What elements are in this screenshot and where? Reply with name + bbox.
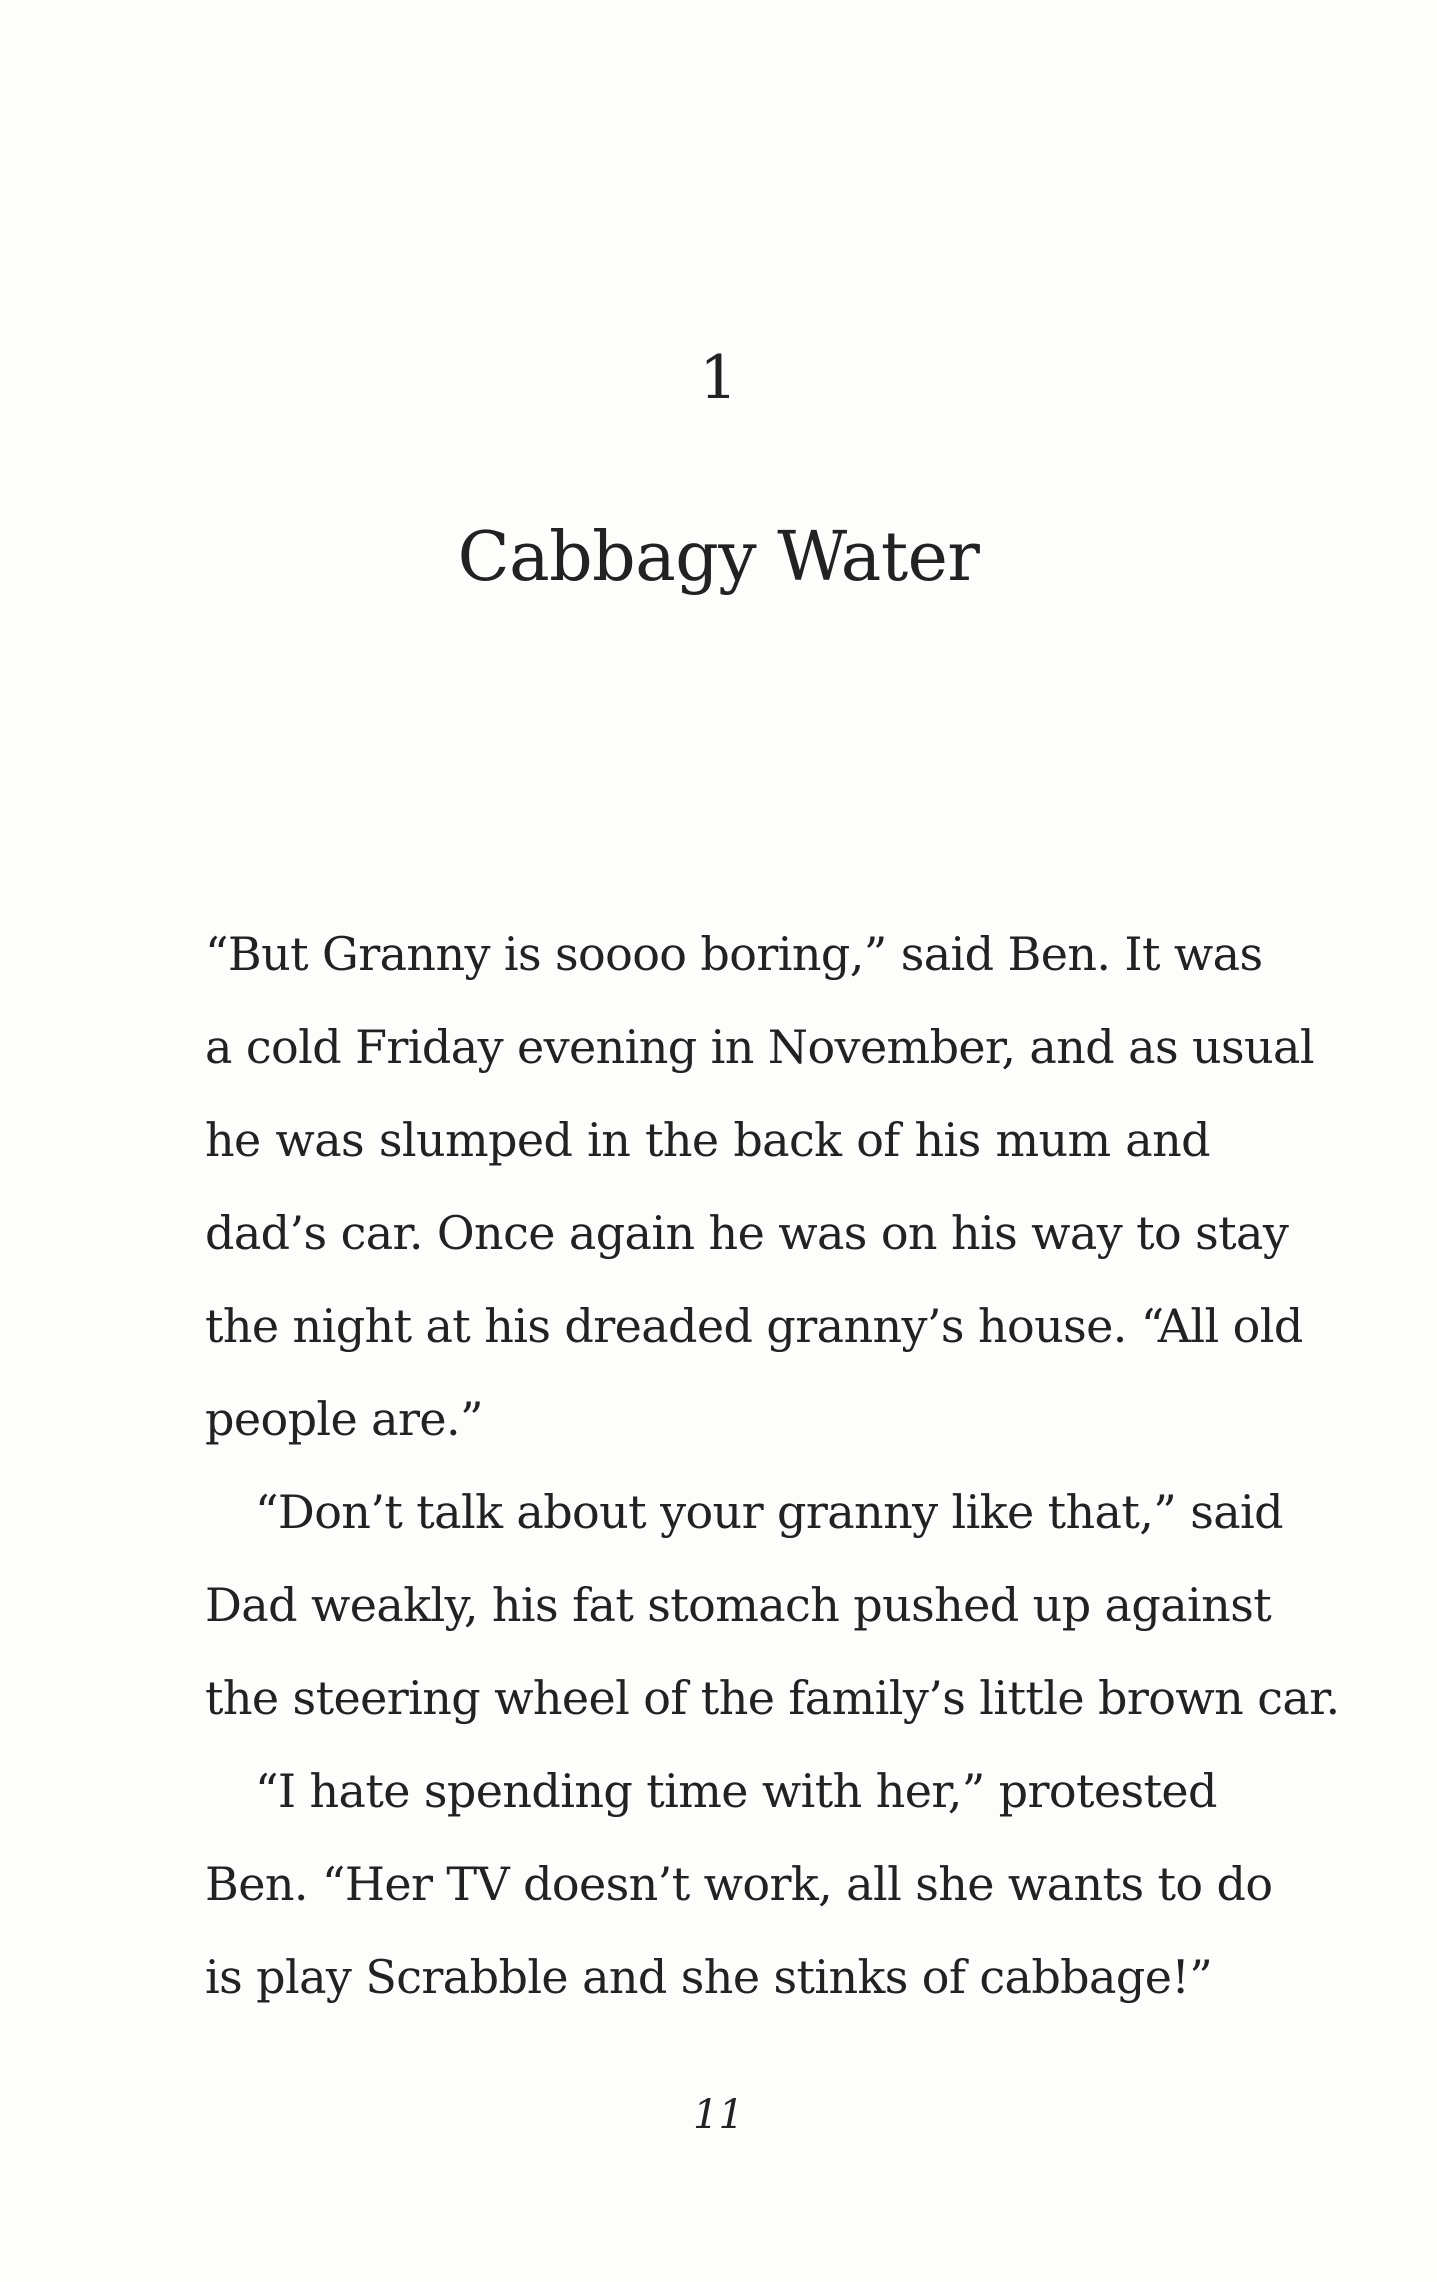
page-number: 11: [693, 2092, 744, 2138]
text-line: the steering wheel of the family’s little brown car.: [205, 1671, 1340, 1725]
text-line: Dad weakly, his fat stomach pushed up against: [205, 1578, 1272, 1632]
text-line: dad’s car. Once again he was on his way to stay: [205, 1206, 1289, 1260]
text-line: is play Scrabble and she stinks of cabbage!”: [205, 1950, 1213, 2004]
text-line: a cold Friday evening in November, and as usual: [205, 1020, 1314, 1074]
text-line: “I hate spending time with her,” protested: [255, 1764, 1217, 1818]
chapter-title: Cabbagy Water: [457, 518, 980, 597]
paragraph: [205, 1745, 1273, 2024]
paragraph: [205, 1466, 1340, 1745]
text-line: Ben. “Her TV doesn’t work, all she wants to do: [205, 1857, 1273, 1911]
paragraph: [205, 908, 1314, 1466]
text-line: “But Granny is soooo boring,” said Ben. It was: [205, 927, 1263, 981]
text-line: he was slumped in the back of his mum and: [205, 1113, 1210, 1167]
text-line: the night at his dreaded granny’s house. “All old: [205, 1299, 1303, 1353]
text-line: “Don’t talk about your granny like that,” said: [255, 1485, 1284, 1539]
body-text: [205, 908, 1340, 2024]
chapter-number: 1: [699, 343, 738, 413]
text-line: people are.”: [205, 1392, 483, 1446]
